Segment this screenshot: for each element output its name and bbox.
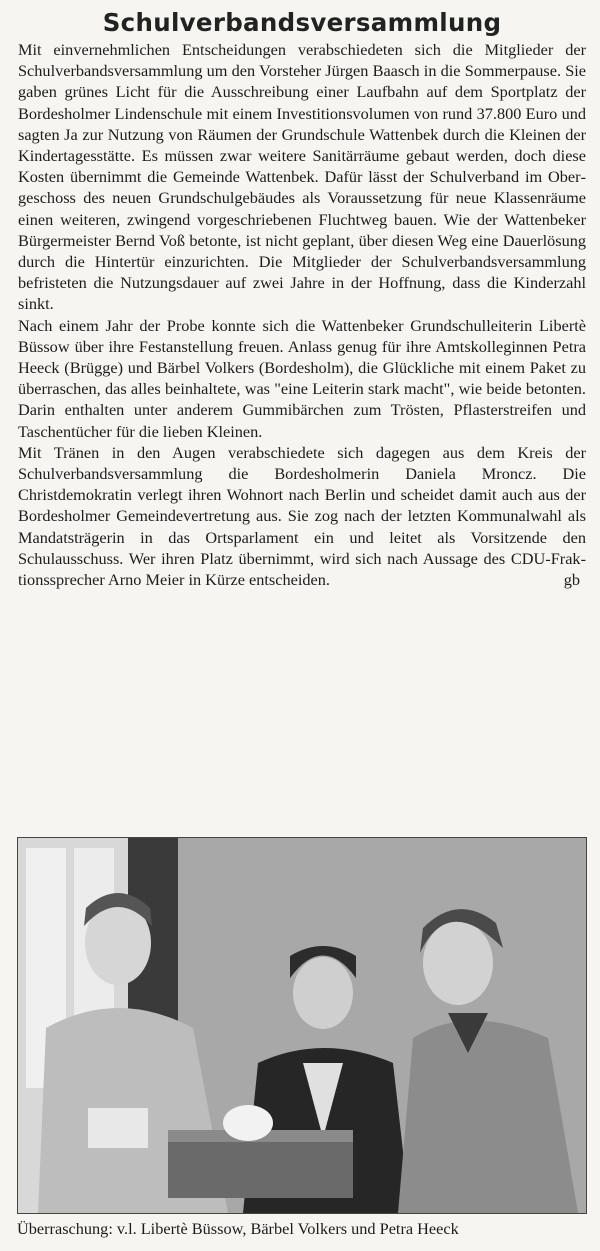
article-paragraph: Mit einvernehmlichen Entscheidungen verabschiedeten sich die Mitglieder der Schulverbandsversammlung um den Vorsteher Jürgen Baasch in die Sommerpause. Sie gaben grünes Licht für die Ausschreibung einer Laufbahn auf dem Sportplatz der Bordesholmer Lindenschule mit einem Investitionsvolumen von rund 37.800 Euro und sagten Ja zur Nutzung von Räumen der Grundschule Wattenbek durch die Kleinen der Kindertagesstätte. Es müssen zwar weitere Sanitärräume gebaut werden, doch diese Kosten übernimmt die Gemeinde Wattenbek. Dafür lässt der Schulverband im Obergeschoss des neuen Grundschulgebäudes als Voraussetzung für neue Klassenräume einen weiteren, zwingend vorgeschriebenen Fluchtweg bauen. Wie der Wattenbeker Bürgermeister Bernd Voß betonte, ist nicht geplant, über diesen Weg eine Dauerlösung durch die Hintertür einzurichten. Die Mitglieder der Schulverbandsversammlung befristeten die Nutzungsdauer auf zwei Jahre in der Hoffnung, dass die Kinderzahl sinkt. bbox=[18, 40, 586, 314]
article-headline: Schulverbandsversammlung bbox=[102, 8, 502, 37]
article-paragraph: Nach einem Jahr der Probe konnte sich die Wattenbeker Grundschulleiterin Libertè Büssow über ihre Festanstellung freuen. Anlass genug für ihre Amtskolleginnen Petra Heeck (Brügge) und Bärbel Volkers (Bordesholm), die Glückliche mit einem Paket zu überraschen, das alles beinhaltete, was "eine Leiterin stark macht", wie beide betonten. Darin enthalten unter anderem Gummibärchen zum Trösten, Pflasterstreifen und Taschentücher für die lieben Kleinen. bbox=[18, 315, 586, 441]
author-initials: gb bbox=[563, 570, 580, 590]
photo-illustration bbox=[18, 838, 586, 1213]
article-body bbox=[18, 39, 586, 590]
photo-caption: Überraschung: v.l. Libertè Büssow, Bärbel Volkers und Petra Heeck bbox=[17, 1219, 459, 1238]
article-photo bbox=[17, 837, 587, 1214]
article-paragraph: Mit Tränen in den Augen verabschiedete sich dagegen aus dem Kreis der Schulverbandsversammlung die Bordesholmerin Daniela Mroncz. Die Christdemokratin verlegt ihren Wohnort nach Berlin und scheidet damit auch aus der Bordesholmer Gemeindevertretung aus. Sie zog nach der letzten Kommunalwahl als Mandatsträgerin in das Ortsparlament ein und leitet als Vorsitzende den Schulausschuss. Wer ihren Platz übernimmt, wird sich nach Aussage des CDU-Fraktionssprecher Arno Meier in Kürze entscheiden. bbox=[18, 442, 586, 590]
